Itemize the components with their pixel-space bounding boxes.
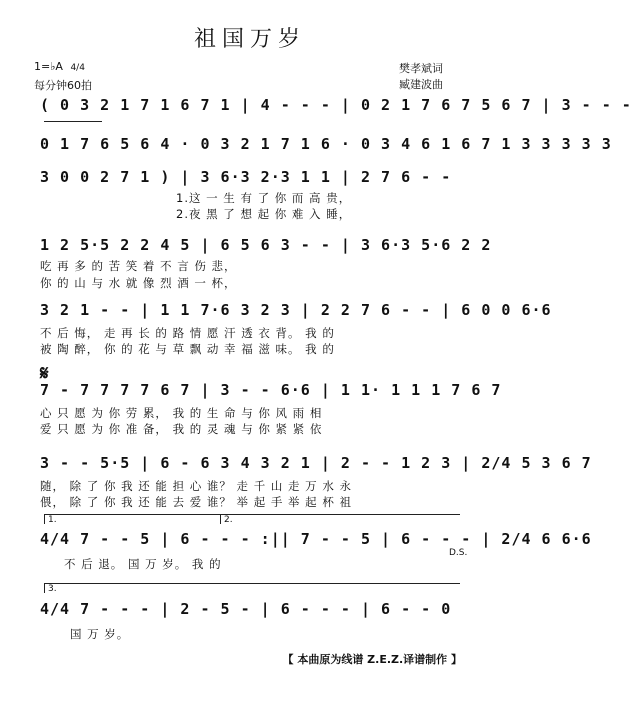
- system-1-notes: ( 0 3 2 1 7 1 6 7 1 | 4 - - - | 0 2 1 7 6 7 5 6 7 | 3 - - -: [40, 96, 632, 114]
- composer-credit: 臧建波曲: [399, 78, 443, 91]
- system-8-lyrics: 不 后 退。 国 万 岁。 我 的: [64, 557, 222, 571]
- system-3-lyrics-verse2: 2.夜 黑 了 想 起 你 难 入 睡，: [176, 207, 352, 221]
- volta-2-label: 2.: [224, 515, 233, 525]
- volta-3-left-edge: [44, 583, 45, 593]
- system-2-notes: 0 1 7 6 5 6 4 · 0 3 2 1 7 1 6 · 0 3 4 6 1 6 7 1 3 3 3 3 3: [40, 135, 612, 153]
- volta-1-left-edge: [44, 514, 45, 524]
- volta-2-left-edge: [220, 514, 221, 524]
- system-9-lyrics: 国 万 岁。: [70, 627, 130, 641]
- volta-1-bracket: [44, 514, 224, 515]
- system-7-notes: 3 - - 5·5 | 6 - 6 3 4 3 2 1 | 2 - - 1 2 3 | 2/4 5 3 6 7: [40, 454, 592, 472]
- key-label: 1=♭A: [34, 60, 63, 73]
- beam-line: [44, 121, 102, 122]
- key-signature: [34, 60, 85, 73]
- ds-marking: D.S.: [449, 548, 468, 558]
- system-4-lyrics-verse1: 吃 再 多 的 苦 笑 着 不 言 伤 悲，: [40, 259, 237, 273]
- time-signature: 4/4: [70, 63, 85, 73]
- system-5-lyrics-verse2: 被 陶 醉， 你 的 花 与 草 飘 动 幸 福 滋 味。 我 的: [40, 342, 335, 356]
- lyricist-credit: 樊孝斌词: [399, 62, 443, 75]
- segno-symbol: 𝄋: [40, 361, 49, 385]
- tempo-marking: 每分钟60拍: [34, 79, 92, 92]
- system-9-notes: 4/4 7 - - - | 2 - 5 - | 6 - - - | 6 - - 0: [40, 600, 452, 618]
- system-3-lyrics-verse1: 1.这 一 生 有 了 你 而 高 贵，: [176, 191, 352, 205]
- footer-note: 【 本曲原为线谱 Z.E.Z.译谱制作 】: [282, 653, 462, 666]
- system-5-lyrics-verse1: 不 后 悔， 走 再 长 的 路 情 愿 汗 透 衣 背。 我 的: [40, 326, 335, 340]
- volta-2-bracket: [220, 514, 460, 515]
- system-7-lyrics-verse2: 偎， 除 了 你 我 还 能 去 爱 谁？ 举 起 手 举 起 杯 祖: [40, 495, 352, 509]
- system-4-lyrics-verse2: 你 的 山 与 水 就 像 烈 酒 一 杯，: [40, 276, 237, 290]
- system-4-notes: 1 2 5·5 2 2 4 5 | 6 5 6 3 - - | 3 6·3 5·6 2 2: [40, 236, 492, 254]
- system-5-notes: 3 2 1 - - | 1 1 7·6 3 2 3 | 2 2 7 6 - - | 6 0 0 6·6: [40, 301, 552, 319]
- volta-3-bracket: [44, 583, 460, 584]
- volta-3-label: 3.: [48, 584, 57, 594]
- system-6-lyrics-verse1: 心 只 愿 为 你 劳 累， 我 的 生 命 与 你 风 雨 相: [40, 406, 323, 420]
- volta-1-label: 1.: [48, 515, 57, 525]
- system-3-notes: 3 0 0 2 7 1 ) | 3 6·3 2·3 1 1 | 2 7 6 - -: [40, 168, 452, 186]
- song-title: 祖国万岁: [193, 27, 306, 52]
- system-6-notes: 7 - 7 7 7 7 6 7 | 3 - - 6·6 | 1 1· 1 1 1 7 6 7: [40, 381, 502, 399]
- system-8-notes: 4/4 7 - - 5 | 6 - - - :|| 7 - - 5 | 6 - - - | 2/4 6 6·6: [40, 530, 592, 548]
- system-6-lyrics-verse2: 爱 只 愿 为 你 准 备， 我 的 灵 魂 与 你 紧 紧 依: [40, 422, 323, 436]
- system-7-lyrics-verse1: 随， 除 了 你 我 还 能 担 心 谁？ 走 千 山 走 万 水 永: [40, 479, 352, 493]
